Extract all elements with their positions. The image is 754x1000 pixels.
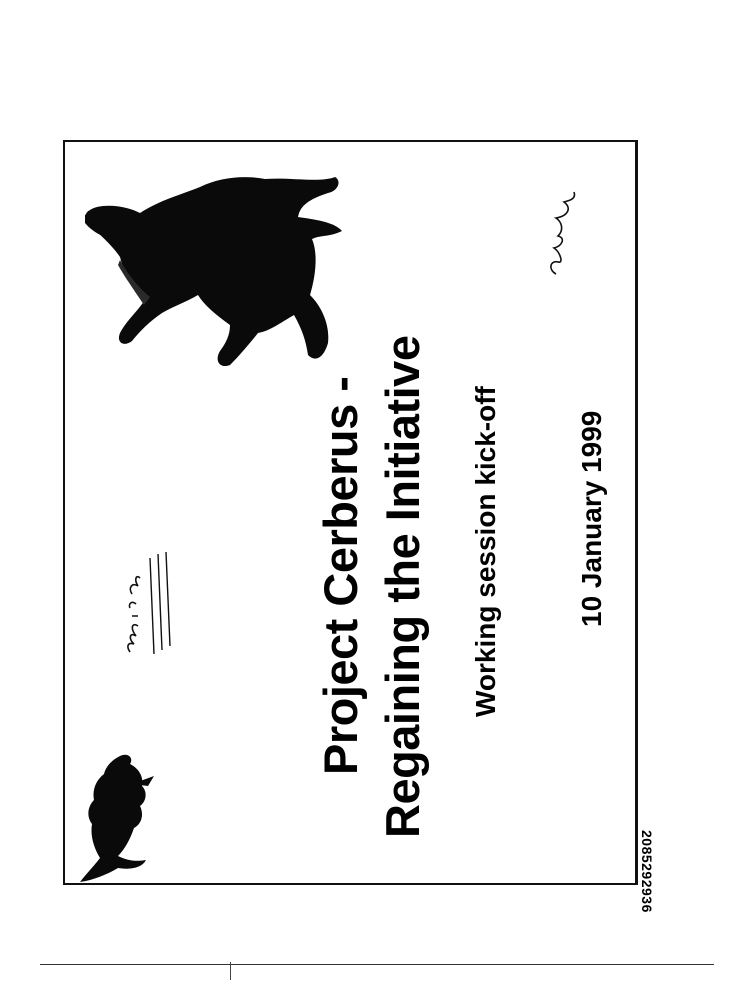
slide-title-line1: Project Cerberus - (314, 376, 367, 775)
document-id: 2085292936 (639, 830, 655, 913)
slide-title-line2: Regaining the Initiative (376, 335, 429, 838)
bottom-divider (40, 964, 714, 965)
slide-subtitle: Working session kick-off (470, 386, 501, 717)
handwritten-signature (538, 190, 583, 280)
slide-date: 10 January 1999 (576, 410, 607, 627)
signature-stroke (551, 192, 575, 274)
underline-3 (166, 552, 170, 646)
cerberus-illustration (80, 165, 350, 375)
underline-1 (150, 558, 154, 654)
handwritten-annotation (118, 550, 178, 660)
dog-head-illustration (72, 750, 162, 885)
dog-head-shape (80, 755, 146, 882)
underline-2 (158, 554, 162, 650)
bottom-tick-mark (230, 962, 231, 980)
handwritten-wice-scribble (128, 577, 140, 652)
